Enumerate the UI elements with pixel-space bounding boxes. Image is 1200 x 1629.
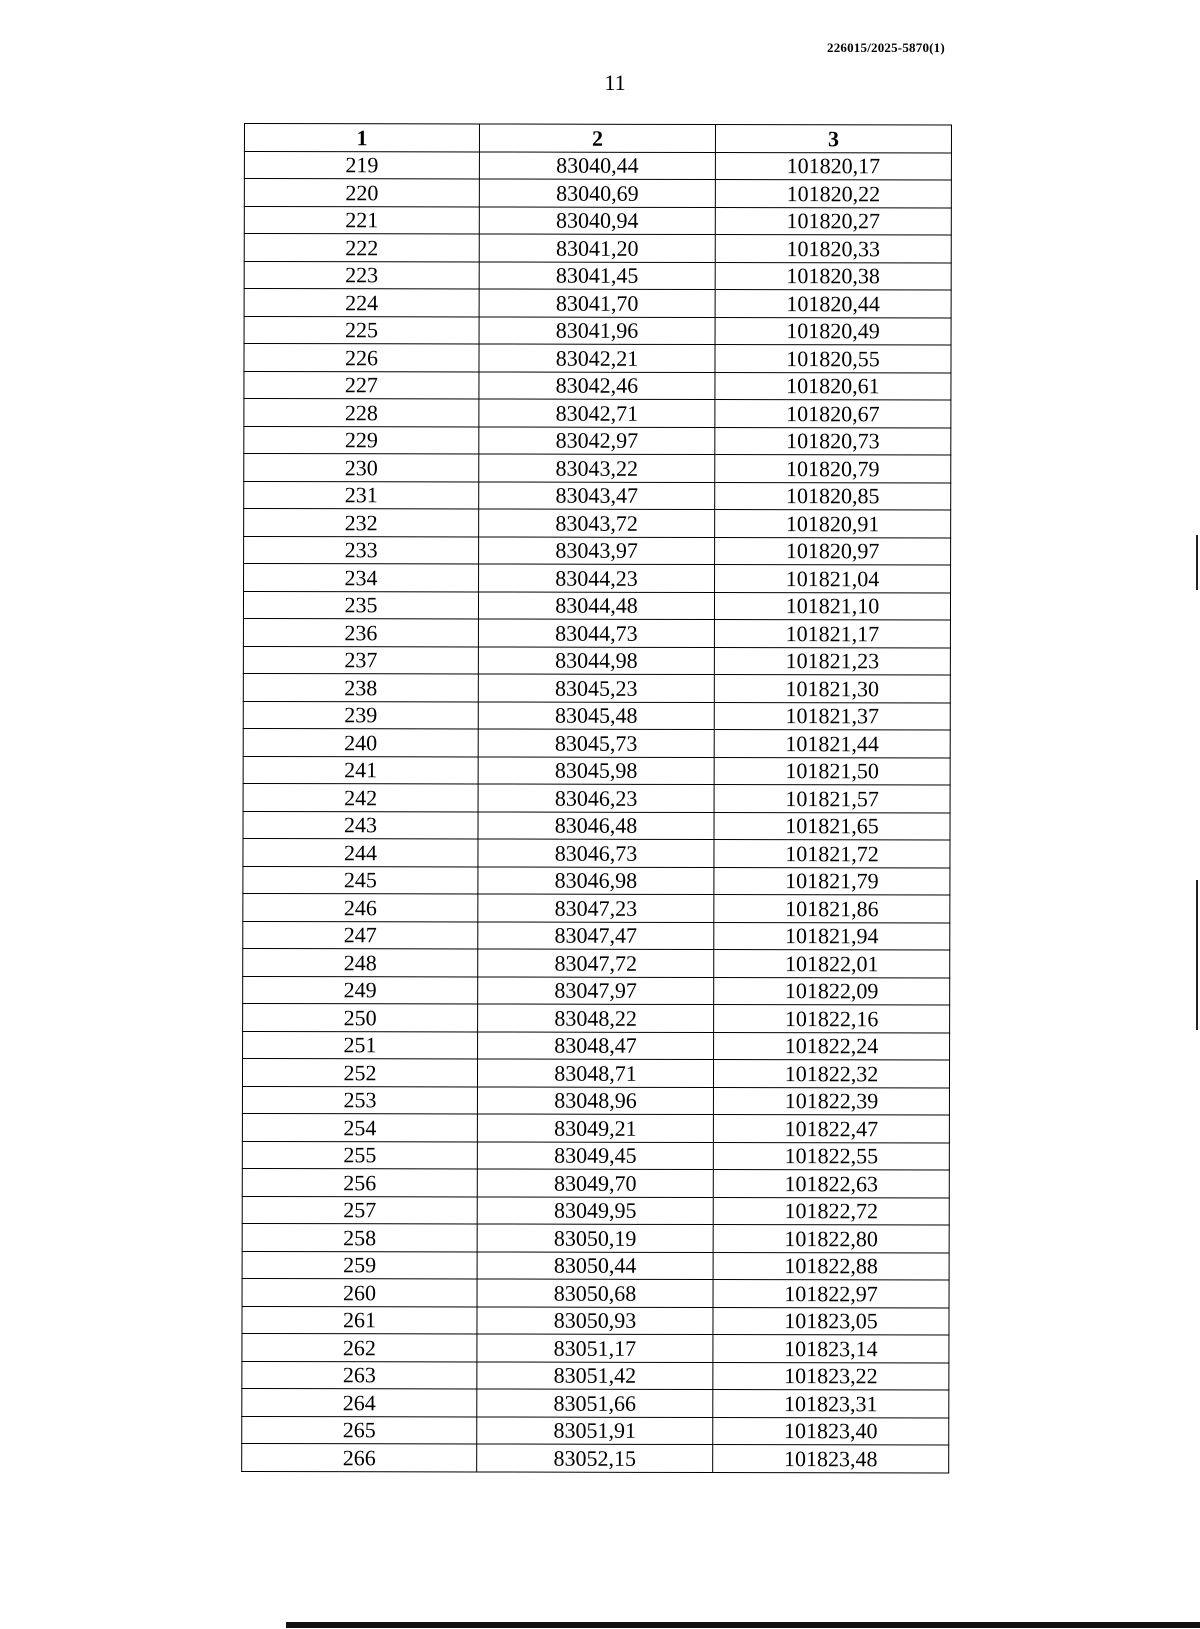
x-coordinate-cell: 83044,23 — [479, 564, 715, 592]
y-coordinate-cell: 101822,01 — [714, 949, 950, 977]
y-coordinate-cell: 101823,48 — [713, 1444, 949, 1472]
column-header-2: 2 — [479, 124, 715, 152]
x-coordinate-cell: 83047,72 — [478, 949, 714, 977]
x-coordinate-cell: 83050,19 — [477, 1224, 713, 1252]
y-coordinate-cell: 101821,44 — [714, 729, 950, 757]
y-coordinate-cell: 101823,31 — [713, 1389, 949, 1417]
x-coordinate-cell: 83046,73 — [478, 839, 714, 867]
point-number-cell: 239 — [243, 701, 478, 729]
x-coordinate-cell: 83051,66 — [477, 1389, 713, 1417]
x-coordinate-cell: 83040,94 — [479, 206, 715, 234]
y-coordinate-cell: 101820,55 — [715, 344, 951, 372]
y-coordinate-cell: 101822,39 — [713, 1087, 949, 1115]
header-row — [244, 124, 951, 153]
x-coordinate-cell: 83044,73 — [478, 619, 714, 647]
table-row — [243, 756, 950, 785]
x-coordinate-cell: 83045,48 — [478, 701, 714, 729]
table-row — [243, 811, 950, 840]
x-coordinate-cell: 83044,48 — [478, 591, 714, 619]
y-coordinate-cell: 101822,72 — [713, 1197, 949, 1225]
x-coordinate-cell: 83049,95 — [477, 1196, 713, 1224]
point-number-cell: 257 — [242, 1196, 477, 1224]
x-coordinate-cell: 83046,23 — [478, 784, 714, 812]
scan-edge-mark — [1196, 535, 1198, 590]
point-number-cell: 262 — [242, 1333, 477, 1361]
x-coordinate-cell: 83048,47 — [478, 1031, 714, 1059]
x-coordinate-cell: 83042,46 — [479, 371, 715, 399]
table-row — [242, 1196, 949, 1225]
table-row — [242, 1113, 949, 1142]
x-coordinate-cell: 83048,96 — [477, 1086, 713, 1114]
y-coordinate-cell: 101820,33 — [715, 234, 951, 262]
table-row — [244, 344, 951, 373]
table-row — [242, 1086, 949, 1115]
x-coordinate-cell: 83047,97 — [478, 976, 714, 1004]
x-coordinate-cell: 83042,21 — [479, 344, 715, 372]
table-row — [243, 948, 950, 977]
table-row — [243, 591, 950, 620]
point-number-cell: 260 — [242, 1278, 477, 1306]
table-row — [243, 1031, 950, 1060]
x-coordinate-cell: 83040,69 — [479, 179, 715, 207]
x-coordinate-cell: 83051,17 — [477, 1334, 713, 1362]
table-row — [244, 179, 951, 208]
x-coordinate-cell: 83040,44 — [479, 151, 715, 179]
point-number-cell: 242 — [243, 783, 478, 811]
y-coordinate-cell: 101821,37 — [714, 702, 950, 730]
table-row — [243, 866, 950, 895]
point-number-cell: 231 — [244, 481, 479, 509]
table-row — [243, 673, 950, 702]
point-number-cell: 247 — [243, 921, 478, 949]
point-number-cell: 240 — [243, 728, 478, 756]
point-number-cell: 230 — [244, 454, 479, 482]
scan-edge-bar — [286, 1622, 1200, 1628]
y-coordinate-cell: 101821,17 — [714, 619, 950, 647]
point-number-cell: 232 — [244, 509, 479, 537]
point-number-cell: 258 — [242, 1223, 477, 1251]
y-coordinate-cell: 101820,49 — [715, 317, 951, 345]
point-number-cell: 261 — [242, 1306, 477, 1334]
point-number-cell: 255 — [242, 1141, 477, 1169]
y-coordinate-cell: 101820,17 — [715, 152, 951, 180]
table-row — [244, 481, 951, 510]
point-number-cell: 241 — [243, 756, 478, 784]
x-coordinate-cell: 83043,22 — [479, 454, 715, 482]
table-row — [243, 783, 950, 812]
coordinates-table — [241, 123, 952, 1473]
point-number-cell: 222 — [244, 234, 479, 262]
point-number-cell: 223 — [244, 261, 479, 289]
point-number-cell: 237 — [243, 646, 478, 674]
table-row — [244, 536, 951, 565]
table-row — [242, 1168, 949, 1197]
x-coordinate-cell: 83051,42 — [477, 1361, 713, 1389]
column-header-1: 1 — [244, 124, 479, 152]
x-coordinate-cell: 83042,71 — [479, 399, 715, 427]
point-number-cell: 264 — [242, 1388, 477, 1416]
x-coordinate-cell: 83041,20 — [479, 234, 715, 262]
x-coordinate-cell: 83050,68 — [477, 1279, 713, 1307]
point-number-cell: 244 — [243, 838, 478, 866]
y-coordinate-cell: 101821,72 — [714, 839, 950, 867]
y-coordinate-cell: 101822,55 — [713, 1142, 949, 1170]
point-number-cell: 234 — [244, 564, 479, 592]
point-number-cell: 245 — [243, 866, 478, 894]
point-number-cell: 243 — [243, 811, 478, 839]
table-row — [243, 838, 950, 867]
x-coordinate-cell: 83044,98 — [478, 646, 714, 674]
table-row — [244, 454, 951, 483]
table-body — [242, 151, 952, 1472]
x-coordinate-cell: 83050,44 — [477, 1251, 713, 1279]
column-header-3: 3 — [715, 124, 951, 152]
y-coordinate-cell: 101820,73 — [715, 427, 951, 455]
y-coordinate-cell: 101820,67 — [715, 399, 951, 427]
point-number-cell: 252 — [242, 1058, 477, 1086]
y-coordinate-cell: 101821,04 — [715, 564, 951, 592]
x-coordinate-cell: 83048,22 — [478, 1004, 714, 1032]
table-row — [242, 1388, 949, 1417]
y-coordinate-cell: 101822,97 — [713, 1279, 949, 1307]
y-coordinate-cell: 101822,63 — [713, 1169, 949, 1197]
y-coordinate-cell: 101821,65 — [714, 812, 950, 840]
x-coordinate-cell: 83049,45 — [477, 1141, 713, 1169]
y-coordinate-cell: 101823,05 — [713, 1307, 949, 1335]
point-number-cell: 225 — [244, 316, 479, 344]
point-number-cell: 253 — [242, 1086, 477, 1114]
table-row — [244, 509, 951, 538]
scan-edge-mark — [1196, 880, 1198, 1030]
table-row — [244, 399, 951, 428]
point-number-cell: 259 — [242, 1251, 477, 1279]
y-coordinate-cell: 101820,38 — [715, 262, 951, 290]
point-number-cell: 251 — [243, 1031, 478, 1059]
table-row — [243, 976, 950, 1005]
y-coordinate-cell: 101820,27 — [715, 207, 951, 235]
y-coordinate-cell: 101821,86 — [714, 894, 950, 922]
x-coordinate-cell: 83041,45 — [479, 261, 715, 289]
point-number-cell: 221 — [244, 206, 479, 234]
y-coordinate-cell: 101821,57 — [714, 784, 950, 812]
y-coordinate-cell: 101820,61 — [715, 372, 951, 400]
x-coordinate-cell: 83047,23 — [478, 894, 714, 922]
table-row — [243, 893, 950, 922]
x-coordinate-cell: 83049,21 — [477, 1114, 713, 1142]
point-number-cell: 263 — [242, 1361, 477, 1389]
table-row — [243, 701, 950, 730]
y-coordinate-cell: 101821,94 — [714, 922, 950, 950]
x-coordinate-cell: 83043,47 — [479, 481, 715, 509]
y-coordinate-cell: 101822,24 — [714, 1032, 950, 1060]
table-row — [243, 921, 950, 950]
table-row — [243, 618, 950, 647]
x-coordinate-cell: 83041,96 — [479, 316, 715, 344]
point-number-cell: 266 — [242, 1443, 477, 1471]
point-number-cell: 224 — [244, 289, 479, 317]
point-number-cell: 248 — [243, 948, 478, 976]
point-number-cell: 265 — [242, 1416, 477, 1444]
table-row — [244, 316, 951, 345]
y-coordinate-cell: 101822,80 — [713, 1224, 949, 1252]
x-coordinate-cell: 83045,98 — [478, 756, 714, 784]
y-coordinate-cell: 101821,50 — [714, 757, 950, 785]
point-number-cell: 233 — [244, 536, 479, 564]
table-row — [244, 151, 951, 180]
x-coordinate-cell: 83048,71 — [477, 1059, 713, 1087]
table-row — [242, 1223, 949, 1252]
table-row — [242, 1306, 949, 1335]
y-coordinate-cell: 101820,22 — [715, 179, 951, 207]
y-coordinate-cell: 101820,44 — [715, 289, 951, 317]
point-number-cell: 254 — [242, 1113, 477, 1141]
point-number-cell: 246 — [243, 893, 478, 921]
x-coordinate-cell: 83046,98 — [478, 866, 714, 894]
table-row — [242, 1333, 949, 1362]
point-number-cell: 226 — [244, 344, 479, 372]
table-row — [242, 1251, 949, 1280]
y-coordinate-cell: 101821,23 — [714, 647, 950, 675]
table-row — [242, 1278, 949, 1307]
point-number-cell: 227 — [244, 371, 479, 399]
table-row — [244, 426, 951, 455]
y-coordinate-cell: 101822,32 — [713, 1059, 949, 1087]
table-row — [242, 1416, 949, 1445]
x-coordinate-cell: 83045,73 — [478, 729, 714, 757]
x-coordinate-cell: 83042,97 — [479, 426, 715, 454]
x-coordinate-cell: 83045,23 — [478, 674, 714, 702]
x-coordinate-cell: 83052,15 — [477, 1444, 713, 1472]
point-number-cell: 228 — [244, 399, 479, 427]
y-coordinate-cell: 101821,10 — [714, 592, 950, 620]
table-row — [243, 728, 950, 757]
y-coordinate-cell: 101820,97 — [715, 537, 951, 565]
y-coordinate-cell: 101820,85 — [715, 482, 951, 510]
x-coordinate-cell: 83043,97 — [479, 536, 715, 564]
point-number-cell: 235 — [243, 591, 478, 619]
table-row — [244, 234, 951, 263]
page-number: 11 — [604, 70, 626, 95]
x-coordinate-cell: 83041,70 — [479, 289, 715, 317]
y-coordinate-cell: 101823,40 — [713, 1417, 949, 1445]
table-row — [242, 1361, 949, 1390]
y-coordinate-cell: 101821,79 — [714, 867, 950, 895]
table-row — [244, 371, 951, 400]
y-coordinate-cell: 101820,79 — [715, 454, 951, 482]
point-number-cell: 256 — [242, 1168, 477, 1196]
x-coordinate-cell: 83047,47 — [478, 921, 714, 949]
point-number-cell: 229 — [244, 426, 479, 454]
point-number-cell: 236 — [243, 618, 478, 646]
table-row — [243, 646, 950, 675]
y-coordinate-cell: 101823,14 — [713, 1334, 949, 1362]
table-row — [242, 1058, 949, 1087]
table-header — [244, 124, 951, 153]
y-coordinate-cell: 101822,16 — [714, 1004, 950, 1032]
x-coordinate-cell: 83043,72 — [479, 509, 715, 537]
y-coordinate-cell: 101820,91 — [715, 509, 951, 537]
x-coordinate-cell: 83051,91 — [477, 1416, 713, 1444]
table-row — [242, 1141, 949, 1170]
y-coordinate-cell: 101822,09 — [714, 977, 950, 1005]
y-coordinate-cell: 101822,47 — [713, 1114, 949, 1142]
table-row — [243, 1003, 950, 1032]
document-id: 226015/2025-5870(1) — [827, 40, 945, 55]
x-coordinate-cell: 83049,70 — [477, 1169, 713, 1197]
table-row — [242, 1443, 949, 1472]
point-number-cell: 238 — [243, 673, 478, 701]
point-number-cell: 219 — [244, 151, 479, 179]
table-row — [244, 564, 951, 593]
y-coordinate-cell: 101823,22 — [713, 1362, 949, 1390]
point-number-cell: 220 — [244, 179, 479, 207]
x-coordinate-cell: 83050,93 — [477, 1306, 713, 1334]
x-coordinate-cell: 83046,48 — [478, 811, 714, 839]
table-row — [244, 289, 951, 318]
table-row — [244, 261, 951, 290]
point-number-cell: 249 — [243, 976, 478, 1004]
y-coordinate-cell: 101822,88 — [713, 1252, 949, 1280]
y-coordinate-cell: 101821,30 — [714, 674, 950, 702]
table-row — [244, 206, 951, 235]
point-number-cell: 250 — [243, 1003, 478, 1031]
